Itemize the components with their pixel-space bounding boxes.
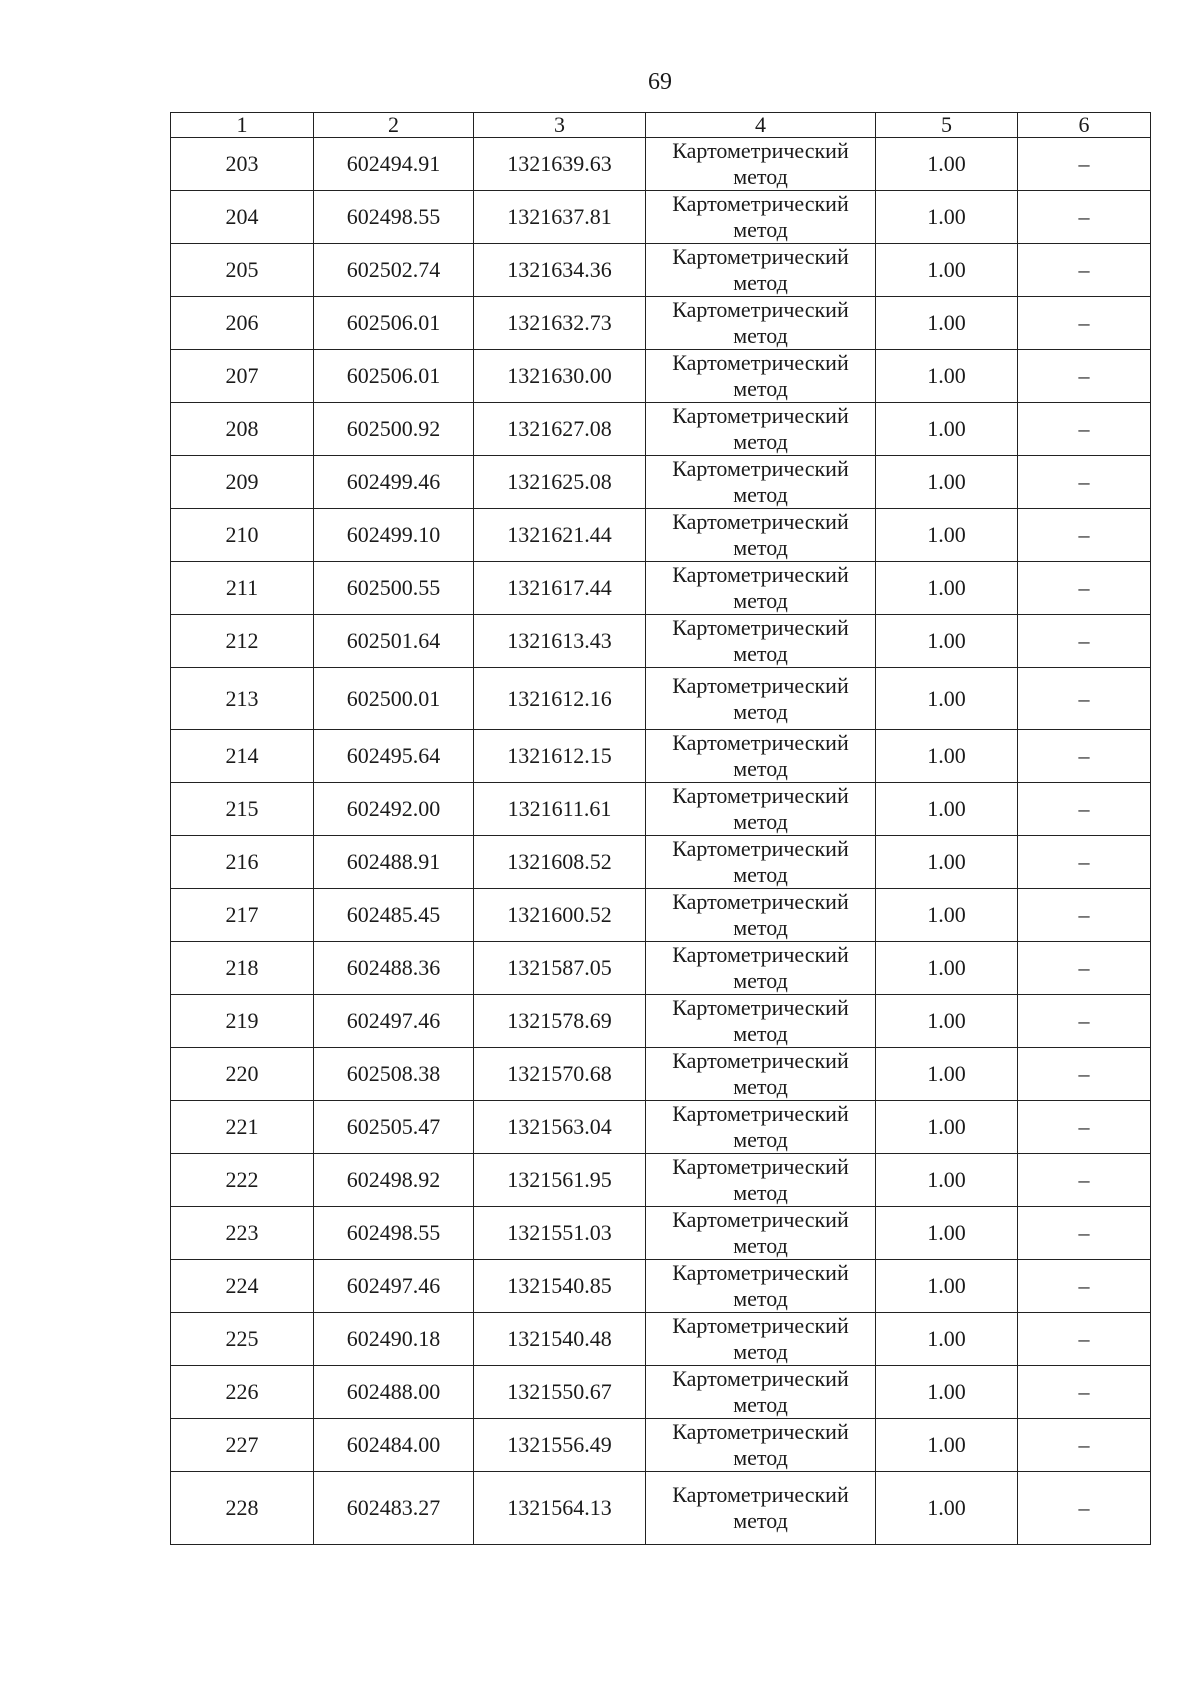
table-row bbox=[171, 297, 1151, 350]
table-row bbox=[171, 1048, 1151, 1101]
method-cell bbox=[646, 138, 876, 191]
accuracy-cell: 1.00 bbox=[876, 191, 1018, 244]
y-coordinate-cell: 1321608.52 bbox=[474, 836, 646, 889]
method-line-2: метод bbox=[733, 164, 788, 189]
description-cell: – bbox=[1018, 1154, 1151, 1207]
table-row bbox=[171, 730, 1151, 783]
method-line-2: метод bbox=[733, 1233, 788, 1258]
y-coordinate-cell: 1321611.61 bbox=[474, 783, 646, 836]
accuracy-cell: 1.00 bbox=[876, 1419, 1018, 1472]
method-cell bbox=[646, 1313, 876, 1366]
method-line-1: Картометрический bbox=[672, 783, 849, 808]
accuracy-cell: 1.00 bbox=[876, 350, 1018, 403]
description-cell: – bbox=[1018, 509, 1151, 562]
table-row bbox=[171, 1472, 1151, 1545]
point-number-cell: 208 bbox=[171, 403, 314, 456]
description-cell: – bbox=[1018, 942, 1151, 995]
description-cell: – bbox=[1018, 350, 1151, 403]
accuracy-cell: 1.00 bbox=[876, 889, 1018, 942]
x-coordinate-cell: 602502.74 bbox=[314, 244, 474, 297]
x-coordinate-cell: 602483.27 bbox=[314, 1472, 474, 1545]
x-coordinate-cell: 602485.45 bbox=[314, 889, 474, 942]
accuracy-cell: 1.00 bbox=[876, 1313, 1018, 1366]
x-coordinate-cell: 602501.64 bbox=[314, 615, 474, 668]
table-row bbox=[171, 244, 1151, 297]
method-cell bbox=[646, 1048, 876, 1101]
x-coordinate-cell: 602494.91 bbox=[314, 138, 474, 191]
x-coordinate-cell: 602484.00 bbox=[314, 1419, 474, 1472]
accuracy-cell: 1.00 bbox=[876, 403, 1018, 456]
y-coordinate-cell: 1321612.16 bbox=[474, 668, 646, 730]
y-coordinate-cell: 1321617.44 bbox=[474, 562, 646, 615]
accuracy-cell: 1.00 bbox=[876, 456, 1018, 509]
description-cell: – bbox=[1018, 836, 1151, 889]
accuracy-cell: 1.00 bbox=[876, 244, 1018, 297]
method-cell bbox=[646, 783, 876, 836]
accuracy-cell: 1.00 bbox=[876, 297, 1018, 350]
method-line-2: метод bbox=[733, 1286, 788, 1311]
point-number-cell: 225 bbox=[171, 1313, 314, 1366]
y-coordinate-cell: 1321637.81 bbox=[474, 191, 646, 244]
table-row bbox=[171, 1260, 1151, 1313]
x-coordinate-cell: 602497.46 bbox=[314, 1260, 474, 1313]
point-number-cell: 218 bbox=[171, 942, 314, 995]
accuracy-cell: 1.00 bbox=[876, 942, 1018, 995]
method-line-2: метод bbox=[733, 915, 788, 940]
method-line-1: Картометрический bbox=[672, 1366, 849, 1391]
accuracy-cell: 1.00 bbox=[876, 1207, 1018, 1260]
method-cell bbox=[646, 1366, 876, 1419]
accuracy-cell: 1.00 bbox=[876, 562, 1018, 615]
y-coordinate-cell: 1321627.08 bbox=[474, 403, 646, 456]
point-number-cell: 224 bbox=[171, 1260, 314, 1313]
point-number-cell: 213 bbox=[171, 668, 314, 730]
y-coordinate-cell: 1321540.85 bbox=[474, 1260, 646, 1313]
description-cell: – bbox=[1018, 1048, 1151, 1101]
method-cell bbox=[646, 509, 876, 562]
method-line-2: метод bbox=[733, 1180, 788, 1205]
description-cell: – bbox=[1018, 1313, 1151, 1366]
y-coordinate-cell: 1321578.69 bbox=[474, 995, 646, 1048]
x-coordinate-cell: 602495.64 bbox=[314, 730, 474, 783]
method-line-1: Картометрический bbox=[672, 138, 849, 163]
method-cell bbox=[646, 350, 876, 403]
x-coordinate-cell: 602488.36 bbox=[314, 942, 474, 995]
y-coordinate-cell: 1321561.95 bbox=[474, 1154, 646, 1207]
method-line-2: метод bbox=[733, 641, 788, 666]
description-cell: – bbox=[1018, 297, 1151, 350]
accuracy-cell: 1.00 bbox=[876, 138, 1018, 191]
table-row bbox=[171, 615, 1151, 668]
header-row bbox=[171, 113, 1151, 138]
x-coordinate-cell: 602500.92 bbox=[314, 403, 474, 456]
method-cell bbox=[646, 730, 876, 783]
point-number-cell: 228 bbox=[171, 1472, 314, 1545]
method-cell bbox=[646, 1419, 876, 1472]
accuracy-cell: 1.00 bbox=[876, 1154, 1018, 1207]
coordinates-table-container bbox=[170, 112, 1150, 1545]
method-line-2: метод bbox=[733, 756, 788, 781]
x-coordinate-cell: 602498.55 bbox=[314, 191, 474, 244]
y-coordinate-cell: 1321556.49 bbox=[474, 1419, 646, 1472]
x-coordinate-cell: 602506.01 bbox=[314, 297, 474, 350]
table-row bbox=[171, 668, 1151, 730]
y-coordinate-cell: 1321570.68 bbox=[474, 1048, 646, 1101]
table-row bbox=[171, 995, 1151, 1048]
accuracy-cell: 1.00 bbox=[876, 1366, 1018, 1419]
x-coordinate-cell: 602500.01 bbox=[314, 668, 474, 730]
description-cell: – bbox=[1018, 562, 1151, 615]
table-row bbox=[171, 942, 1151, 995]
accuracy-cell: 1.00 bbox=[876, 995, 1018, 1048]
method-line-1: Картометрический bbox=[672, 995, 849, 1020]
y-coordinate-cell: 1321639.63 bbox=[474, 138, 646, 191]
method-line-2: метод bbox=[733, 968, 788, 993]
accuracy-cell: 1.00 bbox=[876, 615, 1018, 668]
method-line-2: метод bbox=[733, 217, 788, 242]
description-cell: – bbox=[1018, 668, 1151, 730]
point-number-cell: 207 bbox=[171, 350, 314, 403]
point-number-cell: 216 bbox=[171, 836, 314, 889]
table-row bbox=[171, 836, 1151, 889]
y-coordinate-cell: 1321613.43 bbox=[474, 615, 646, 668]
accuracy-cell: 1.00 bbox=[876, 1472, 1018, 1545]
method-cell bbox=[646, 836, 876, 889]
x-coordinate-cell: 602492.00 bbox=[314, 783, 474, 836]
description-cell: – bbox=[1018, 730, 1151, 783]
point-number-cell: 205 bbox=[171, 244, 314, 297]
method-line-1: Картометрический bbox=[672, 509, 849, 534]
method-line-1: Картометрический bbox=[672, 836, 849, 861]
table-row bbox=[171, 783, 1151, 836]
y-coordinate-cell: 1321551.03 bbox=[474, 1207, 646, 1260]
table-row bbox=[171, 1313, 1151, 1366]
description-cell: – bbox=[1018, 1101, 1151, 1154]
method-line-1: Картометрический bbox=[672, 297, 849, 322]
y-coordinate-cell: 1321634.36 bbox=[474, 244, 646, 297]
point-number-cell: 215 bbox=[171, 783, 314, 836]
point-number-cell: 220 bbox=[171, 1048, 314, 1101]
method-line-1: Картометрический bbox=[672, 942, 849, 967]
method-cell bbox=[646, 942, 876, 995]
x-coordinate-cell: 602488.91 bbox=[314, 836, 474, 889]
method-line-1: Картометрический bbox=[672, 403, 849, 428]
header-col-5: 5 bbox=[876, 113, 1018, 138]
description-cell: – bbox=[1018, 1260, 1151, 1313]
method-cell bbox=[646, 1472, 876, 1545]
x-coordinate-cell: 602498.55 bbox=[314, 1207, 474, 1260]
point-number-cell: 204 bbox=[171, 191, 314, 244]
method-cell bbox=[646, 615, 876, 668]
description-cell: – bbox=[1018, 889, 1151, 942]
description-cell: – bbox=[1018, 1472, 1151, 1545]
description-cell: – bbox=[1018, 1207, 1151, 1260]
method-line-1: Картометрический bbox=[672, 1313, 849, 1338]
description-cell: – bbox=[1018, 403, 1151, 456]
table-row bbox=[171, 191, 1151, 244]
method-line-1: Картометрический bbox=[672, 1048, 849, 1073]
y-coordinate-cell: 1321632.73 bbox=[474, 297, 646, 350]
table-row bbox=[171, 1419, 1151, 1472]
method-cell bbox=[646, 191, 876, 244]
method-cell bbox=[646, 403, 876, 456]
accuracy-cell: 1.00 bbox=[876, 1260, 1018, 1313]
method-line-2: метод bbox=[733, 376, 788, 401]
x-coordinate-cell: 602499.46 bbox=[314, 456, 474, 509]
method-line-1: Картометрический bbox=[672, 1101, 849, 1126]
method-line-2: метод bbox=[733, 809, 788, 834]
method-line-2: метод bbox=[733, 1392, 788, 1417]
y-coordinate-cell: 1321621.44 bbox=[474, 509, 646, 562]
method-line-1: Картометрический bbox=[672, 191, 849, 216]
point-number-cell: 211 bbox=[171, 562, 314, 615]
method-cell bbox=[646, 995, 876, 1048]
description-cell: – bbox=[1018, 191, 1151, 244]
point-number-cell: 210 bbox=[171, 509, 314, 562]
point-number-cell: 222 bbox=[171, 1154, 314, 1207]
x-coordinate-cell: 602498.92 bbox=[314, 1154, 474, 1207]
x-coordinate-cell: 602505.47 bbox=[314, 1101, 474, 1154]
x-coordinate-cell: 602508.38 bbox=[314, 1048, 474, 1101]
description-cell: – bbox=[1018, 138, 1151, 191]
method-cell bbox=[646, 1260, 876, 1313]
method-cell bbox=[646, 456, 876, 509]
method-line-1: Картометрический bbox=[672, 615, 849, 640]
table-row bbox=[171, 403, 1151, 456]
table-row bbox=[171, 138, 1151, 191]
accuracy-cell: 1.00 bbox=[876, 1101, 1018, 1154]
page-number: 69 bbox=[648, 69, 672, 95]
method-line-1: Картометрический bbox=[672, 889, 849, 914]
x-coordinate-cell: 602497.46 bbox=[314, 995, 474, 1048]
method-line-1: Картометрический bbox=[672, 1482, 849, 1507]
y-coordinate-cell: 1321563.04 bbox=[474, 1101, 646, 1154]
method-line-2: метод bbox=[733, 588, 788, 613]
method-line-2: метод bbox=[733, 862, 788, 887]
table-row bbox=[171, 509, 1151, 562]
table-row bbox=[171, 350, 1151, 403]
y-coordinate-cell: 1321587.05 bbox=[474, 942, 646, 995]
method-line-2: метод bbox=[733, 698, 788, 724]
y-coordinate-cell: 1321564.13 bbox=[474, 1472, 646, 1545]
header-col-6: 6 bbox=[1018, 113, 1151, 138]
table-row bbox=[171, 456, 1151, 509]
method-line-1: Картометрический bbox=[672, 1154, 849, 1179]
description-cell: – bbox=[1018, 995, 1151, 1048]
method-cell bbox=[646, 562, 876, 615]
method-cell bbox=[646, 1207, 876, 1260]
description-cell: – bbox=[1018, 783, 1151, 836]
point-number-cell: 217 bbox=[171, 889, 314, 942]
method-line-1: Картометрический bbox=[672, 1207, 849, 1232]
point-number-cell: 203 bbox=[171, 138, 314, 191]
description-cell: – bbox=[1018, 615, 1151, 668]
method-line-2: метод bbox=[733, 429, 788, 454]
table-row bbox=[171, 889, 1151, 942]
description-cell: – bbox=[1018, 1366, 1151, 1419]
method-line-1: Картометрический bbox=[672, 244, 849, 269]
point-number-cell: 227 bbox=[171, 1419, 314, 1472]
header-col-4: 4 bbox=[646, 113, 876, 138]
point-number-cell: 206 bbox=[171, 297, 314, 350]
method-line-2: метод bbox=[733, 535, 788, 560]
accuracy-cell: 1.00 bbox=[876, 1048, 1018, 1101]
table-body bbox=[171, 138, 1151, 1545]
x-coordinate-cell: 602488.00 bbox=[314, 1366, 474, 1419]
method-line-1: Картометрический bbox=[672, 350, 849, 375]
method-line-2: метод bbox=[733, 482, 788, 507]
y-coordinate-cell: 1321625.08 bbox=[474, 456, 646, 509]
method-cell bbox=[646, 889, 876, 942]
method-line-1: Картометрический bbox=[672, 562, 849, 587]
method-cell bbox=[646, 1154, 876, 1207]
x-coordinate-cell: 602506.01 bbox=[314, 350, 474, 403]
point-number-cell: 209 bbox=[171, 456, 314, 509]
method-line-2: метод bbox=[733, 1508, 788, 1533]
point-number-cell: 219 bbox=[171, 995, 314, 1048]
y-coordinate-cell: 1321600.52 bbox=[474, 889, 646, 942]
method-line-1: Картометрический bbox=[672, 1260, 849, 1285]
x-coordinate-cell: 602500.55 bbox=[314, 562, 474, 615]
x-coordinate-cell: 602490.18 bbox=[314, 1313, 474, 1366]
accuracy-cell: 1.00 bbox=[876, 730, 1018, 783]
method-line-1: Картометрический bbox=[672, 672, 849, 698]
accuracy-cell: 1.00 bbox=[876, 783, 1018, 836]
description-cell: – bbox=[1018, 1419, 1151, 1472]
point-number-cell: 212 bbox=[171, 615, 314, 668]
x-coordinate-cell: 602499.10 bbox=[314, 509, 474, 562]
method-cell bbox=[646, 1101, 876, 1154]
method-line-2: метод bbox=[733, 1127, 788, 1152]
accuracy-cell: 1.00 bbox=[876, 668, 1018, 730]
header-col-3: 3 bbox=[474, 113, 646, 138]
accuracy-cell: 1.00 bbox=[876, 509, 1018, 562]
header-col-2: 2 bbox=[314, 113, 474, 138]
y-coordinate-cell: 1321612.15 bbox=[474, 730, 646, 783]
accuracy-cell: 1.00 bbox=[876, 836, 1018, 889]
y-coordinate-cell: 1321540.48 bbox=[474, 1313, 646, 1366]
y-coordinate-cell: 1321630.00 bbox=[474, 350, 646, 403]
table-row bbox=[171, 1154, 1151, 1207]
method-cell bbox=[646, 244, 876, 297]
point-number-cell: 214 bbox=[171, 730, 314, 783]
method-cell bbox=[646, 297, 876, 350]
method-line-1: Картометрический bbox=[672, 730, 849, 755]
y-coordinate-cell: 1321550.67 bbox=[474, 1366, 646, 1419]
point-number-cell: 226 bbox=[171, 1366, 314, 1419]
method-line-2: метод bbox=[733, 1339, 788, 1364]
method-line-2: метод bbox=[733, 323, 788, 348]
description-cell: – bbox=[1018, 456, 1151, 509]
coordinates-table bbox=[170, 112, 1151, 1545]
method-cell bbox=[646, 668, 876, 730]
header-col-1: 1 bbox=[171, 113, 314, 138]
method-line-1: Картометрический bbox=[672, 1419, 849, 1444]
table-row bbox=[171, 1207, 1151, 1260]
method-line-2: метод bbox=[733, 1074, 788, 1099]
table-row bbox=[171, 1366, 1151, 1419]
method-line-2: метод bbox=[733, 1021, 788, 1046]
method-line-1: Картометрический bbox=[672, 456, 849, 481]
description-cell: – bbox=[1018, 244, 1151, 297]
table-row bbox=[171, 1101, 1151, 1154]
point-number-cell: 223 bbox=[171, 1207, 314, 1260]
table-header bbox=[171, 113, 1151, 138]
table-row bbox=[171, 562, 1151, 615]
method-line-2: метод bbox=[733, 1445, 788, 1470]
point-number-cell: 221 bbox=[171, 1101, 314, 1154]
method-line-2: метод bbox=[733, 270, 788, 295]
